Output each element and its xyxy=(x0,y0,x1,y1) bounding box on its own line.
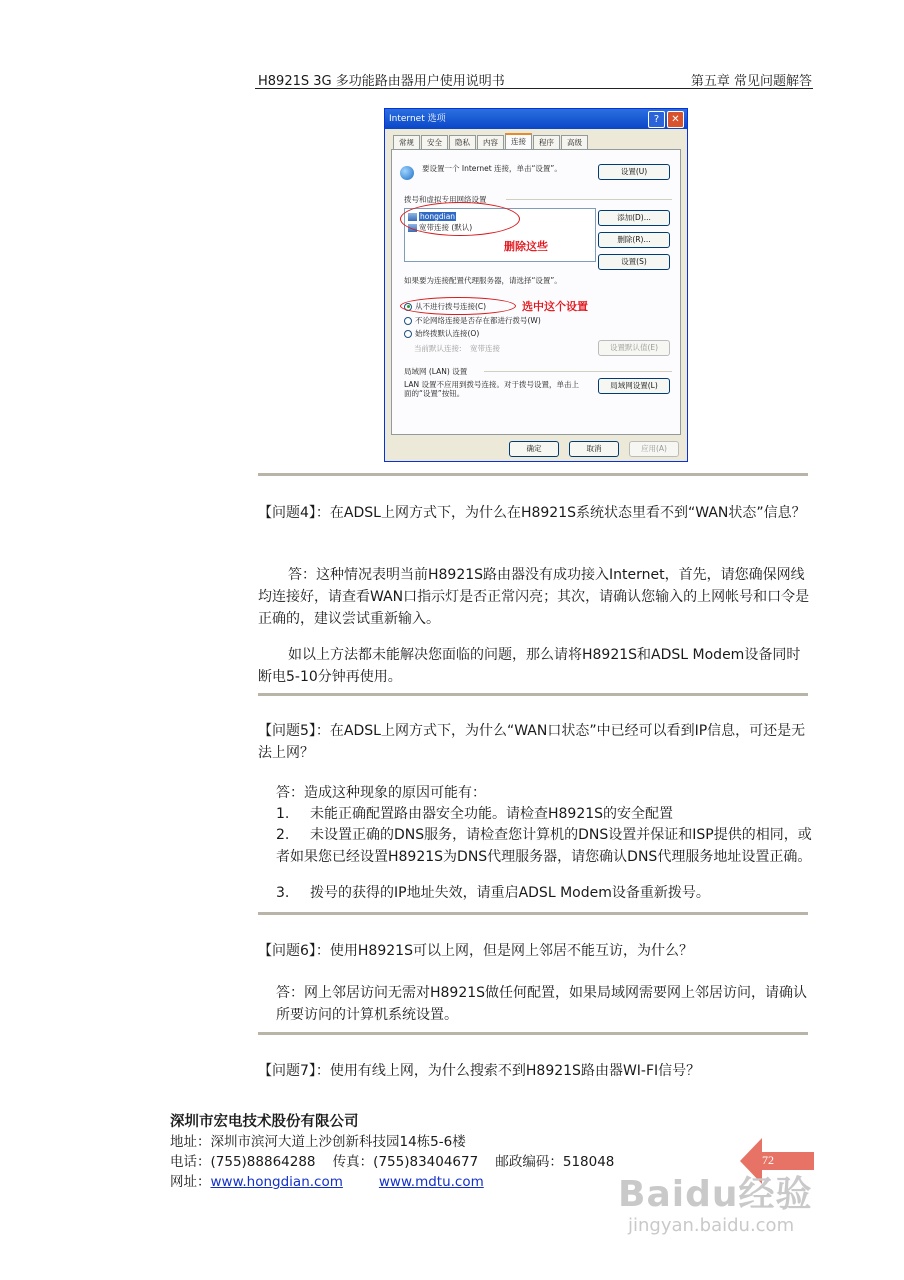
lan-settings-button[interactable]: 局域网设置(L) xyxy=(598,378,670,394)
doc-header-chapter: 第五章 常见问题解答 xyxy=(690,74,812,89)
doc-header-title: H8921S 3G 多功能路由器用户使用说明书 xyxy=(258,74,505,89)
close-icon[interactable]: ✕ xyxy=(667,111,684,128)
proxy-text: 如果要为连接配置代理服务器，请选择“设置”。 xyxy=(404,276,562,285)
remove-button[interactable]: 删除(R)... xyxy=(598,232,670,248)
watermark-url: jingyan.baidu.com xyxy=(628,1215,795,1236)
tab-advanced[interactable]: 高级 xyxy=(561,135,588,149)
lan-text: LAN 设置不应用到拨号连接。对于拨号设置，单击上面的“设置”按钮。 xyxy=(404,380,579,398)
section-divider xyxy=(258,473,808,476)
footer xyxy=(170,1112,614,1192)
question-6: 【问题6】：使用H8921S可以上网，但是网上邻居不能互访，为什么？ xyxy=(258,943,693,959)
answer-5-intro: 答：造成这种现象的原因可能有： xyxy=(276,785,486,801)
page-number: 72 xyxy=(762,1153,774,1167)
add-button[interactable]: 添加(D)... xyxy=(598,210,670,226)
company-name: 深圳市宏电技术股份有限公司 xyxy=(170,1114,359,1130)
list-number: 1. xyxy=(276,806,290,822)
tab-programs[interactable]: 程序 xyxy=(533,135,560,149)
annotation-ellipse xyxy=(400,297,516,315)
radio-icon xyxy=(404,330,412,338)
ok-button[interactable]: 确定 xyxy=(509,441,559,457)
settings-button[interactable]: 设置(S) xyxy=(598,254,670,270)
cancel-button[interactable]: 取消 xyxy=(569,441,619,457)
watermark-brand: Baidu经验 xyxy=(618,1174,813,1215)
annotation-delete: 删除这些 xyxy=(504,240,548,253)
radio-label: 始终拨默认连接(O) xyxy=(415,329,480,338)
globe-icon xyxy=(400,166,414,180)
lan-group-label: 局域网 (LAN) 设置 xyxy=(404,367,468,376)
tab-general[interactable]: 常规 xyxy=(393,135,420,149)
dialup-group-label: 拨号和虚拟专用网络设置 xyxy=(404,195,487,204)
list-item xyxy=(276,824,816,868)
list-text: 未能正确配置路由器安全功能。请检查H8921S的安全配置 xyxy=(310,806,674,822)
list-text: 未设置正确的DNS服务，请检查您计算机的DNS设置并保证和ISP提供的相同，或者如果您已经设置H8921S为DNS代理服务器，请您确认DNS代理服务地址设置正确。 xyxy=(276,827,812,865)
section-divider xyxy=(258,912,808,915)
annotation-select: 选中这个设置 xyxy=(522,300,588,313)
list-item xyxy=(276,882,816,904)
connection-name: 宽带连接 (默认) xyxy=(419,223,473,232)
group-divider xyxy=(484,371,672,372)
annotation-ellipse xyxy=(400,202,520,236)
question-4: 【问题4】：在ADSL上网方式下，为什么在H8921S系统状态里看不到“WAN状态”信息？ xyxy=(258,505,806,521)
web-label: 网址： xyxy=(170,1174,211,1190)
group-divider xyxy=(506,199,672,200)
section-divider xyxy=(258,1032,808,1035)
connection-name: hongdian xyxy=(420,212,456,221)
apply-button[interactable]: 应用(A) xyxy=(629,441,679,457)
tab-security[interactable]: 安全 xyxy=(421,135,448,149)
tab-content[interactable]: 内容 xyxy=(477,135,504,149)
company-contact: 电话：(755)88864288 传真：(755)83404677 邮政编码：518048 xyxy=(170,1154,615,1170)
section-divider xyxy=(258,693,808,696)
dialog-tabs xyxy=(393,135,589,149)
header-divider xyxy=(255,88,813,89)
answer-6: 答：网上邻居访问无需对H8921S做任何配置，如果局域网需要网上邻居访问，请确认所要访问的计算机系统设置。 xyxy=(276,985,808,1023)
list-item xyxy=(276,803,816,825)
list-number: 3. xyxy=(276,885,290,901)
dialog-title: Internet 选项 xyxy=(389,114,446,124)
current-default-value: 宽带连接 xyxy=(470,344,500,353)
help-icon[interactable]: ? xyxy=(648,111,665,128)
question-5: 【问题5】：在ADSL上网方式下，为什么“WAN口状态”中已经可以看到IP信息，可还是无法上网？ xyxy=(258,723,806,761)
link-mdtu[interactable]: www.mdtu.com xyxy=(378,1174,484,1190)
list-number: 2. xyxy=(276,827,290,843)
radio-label: 从不进行拨号连接(C) xyxy=(415,302,487,311)
company-web xyxy=(170,1172,614,1192)
connections-panel xyxy=(391,149,681,435)
setup-text: 要设置一个 Internet 连接，单击“设置”。 xyxy=(422,164,562,173)
baidu-watermark xyxy=(618,1166,812,1236)
radio-label: 不论网络连接是否存在都进行拨号(W) xyxy=(415,316,541,325)
dialog-title-bar xyxy=(385,109,687,129)
internet-options-dialog xyxy=(384,108,688,462)
question-7: 【问题7】：使用有线上网，为什么搜索不到H8921S路由器WI-FI信号？ xyxy=(258,1063,701,1079)
tab-privacy[interactable]: 隐私 xyxy=(449,135,476,149)
tab-connections[interactable]: 连接 xyxy=(505,133,532,149)
company-address: 地址：深圳市滨河大道上沙创新科技园14栋5-6楼 xyxy=(170,1134,466,1150)
answer-4: 答：这种情况表明当前H8921S路由器没有成功接入Internet，首先，请您确保网线均连接好，请查看WAN口指示灯是否正常闪亮；其次，请确认您输入的上网帐号和口令是正确的，建议尝试重新输入。 xyxy=(258,567,810,627)
list-text: 拨号的获得的IP地址失效，请重启ADSL Modem设备重新拨号。 xyxy=(310,885,710,901)
current-default-label: 当前默认连接: xyxy=(414,344,462,353)
setup-button[interactable]: 设置(U) xyxy=(598,164,670,180)
answer-4-extra: 如以上方法都未能解决您面临的问题，那么请将H8921S和ADSL Modem设备同时断电5-10分钟再使用。 xyxy=(258,647,801,685)
radio-dial-always[interactable] xyxy=(404,316,541,325)
radio-dial-default[interactable] xyxy=(404,329,479,338)
radio-icon xyxy=(404,317,412,325)
link-hongdian[interactable]: www.hongdian.com xyxy=(210,1174,343,1190)
set-default-button[interactable]: 设置默认值(E) xyxy=(598,340,670,356)
